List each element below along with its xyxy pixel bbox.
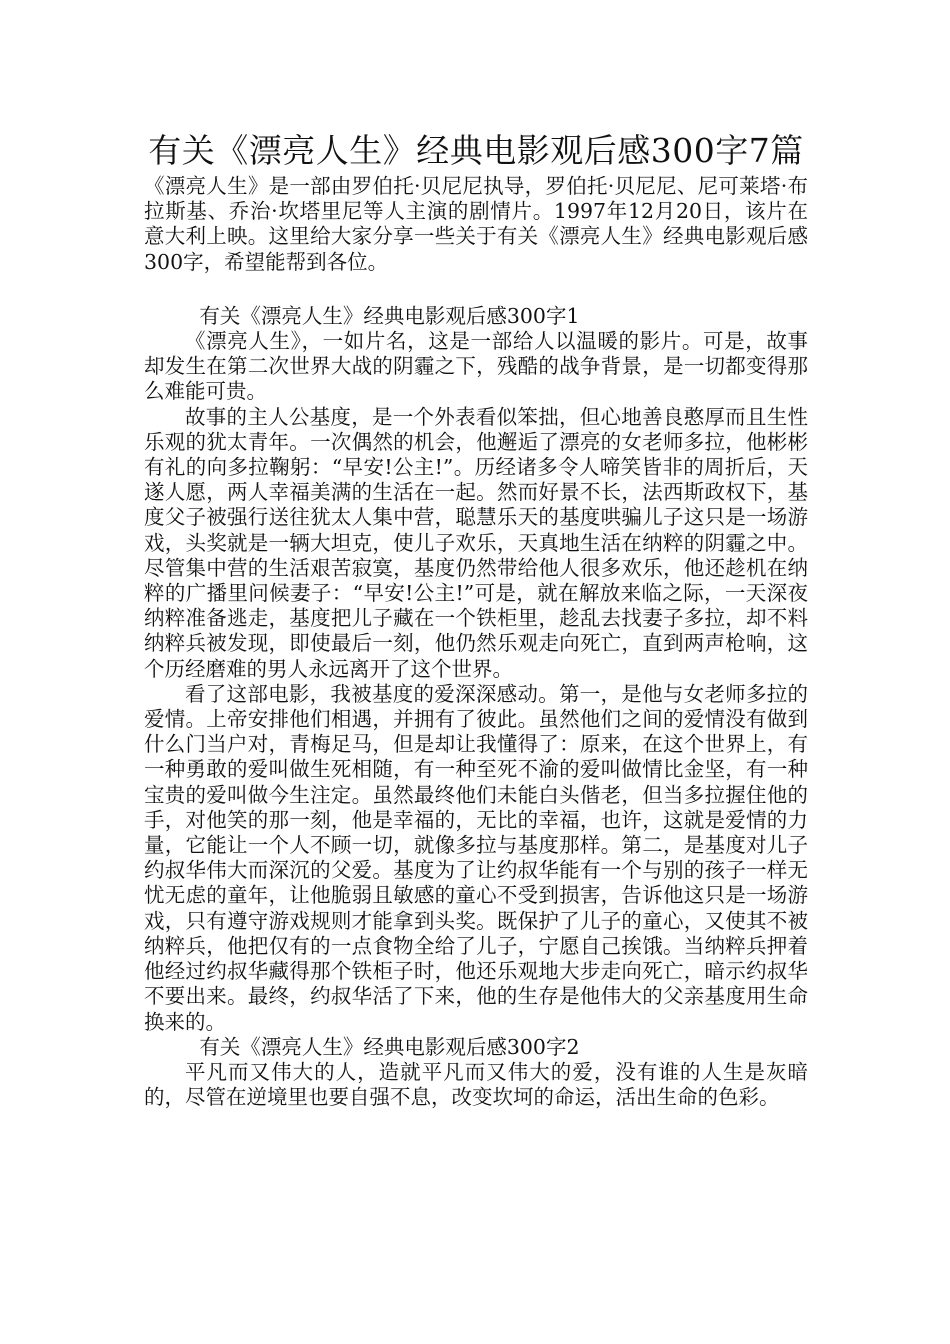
section-1-paragraph-1: 《漂亮人生》，一如片名，这是一部给人以温暖的影片。可是，故事却发生在第二次世界大战的阴霾之下，残酷的战争背景，是一切都变得那么难能可贵。: [144, 329, 808, 404]
section-heading-1: 有关《漂亮人生》经典电影观后感300字1: [199, 303, 580, 328]
document-title: 有关《漂亮人生》经典电影观后感300字7篇: [148, 131, 804, 170]
document-page: [144, 128, 808, 1110]
section-1-paragraph-3: 看了这部电影，我被基度的爱深深感动。第一，是他与女老师多拉的爱情。上帝安排他们相遇，并拥有了彼此。虽然他们之间的爱情没有做到什么门当户对，青梅足马，但是却让我懂得了：原来，在这个世界上，有一种勇敢的爱叫做生死相随，有一种至死不渝的爱叫做情比金坚，有一种宝贵的爱叫做今生注定。虽然最终他们未能白头偕老，但当多拉握住他的手，对他笑的那一刻，他是幸福的，无比的幸福，也许，这就是爱情的力量，它能让一个人不顾一切，就像多拉与基度那样。第二，是基度对儿子约叔华伟大而深沉的父爱。基度为了让约叔华能有一个与别的孩子一样无忧无虑的童年，让他脆弱且敏感的童心不受到损害，告诉他这只是一场游戏，只有遵守游戏规则才能拿到头奖。既保护了儿子的童心，又使其不被纳粹兵，他把仅有的一点食物全给了儿子，宁愿自己挨饿。当纳粹兵押着他经过约叔华藏得那个铁柜子时，他还乐观地大步走向死亡，暗示约叔华不要出来。最终，约叔华活了下来，他的生存是他伟大的父亲基度用生命换来的。: [144, 681, 808, 1034]
blank-line: [144, 275, 808, 304]
section-heading-2: 有关《漂亮人生》经典电影观后感300字2: [199, 1034, 580, 1059]
intro-paragraph: 《漂亮人生》是一部由罗伯托·贝尼尼执导，罗伯托·贝尼尼、尼可莱塔·布拉斯基、乔治·坎塔里尼等人主演的剧情片。1997年12月20日，该片在意大利上映。这里给大家分享一些关于有关《漂亮人生》经典电影观后感300字，希望能帮到各位。: [144, 174, 808, 274]
section-1-paragraph-2: 故事的主人公基度，是一个外表看似笨拙，但心地善良憨厚而且生性乐观的犹太青年。一次偶然的机会，他邂逅了漂亮的女老师多拉，他彬彬有礼的向多拉鞠躬：“早安!公主!”。历经诸多令人啼笑皆非的周折后，天遂人愿，两人幸福美满的生活在一起。然而好景不长，法西斯政权下，基度父子被强行送往犹太人集中营，聪慧乐天的基度哄骗儿子这只是一场游戏，头奖就是一辆大坦克，使儿子欢乐，天真地生活在纳粹的阴霾之中。尽管集中营的生活艰苦寂寞，基度仍然带给他人很多欢乐，他还趁机在纳粹的广播里问候妻子：“早安!公主!”可是，就在解放来临之际，一天深夜纳粹准备逃走，基度把儿子藏在一个铁柜里，趁乱去找妻子多拉，却不料纳粹兵被发现，即使最后一刻，他仍然乐观走向死亡，直到两声枪响，这个历经磨难的男人永远离开了这个世界。: [144, 404, 808, 681]
section-2-paragraph-1: 平凡而又伟大的人，造就平凡而又伟大的爱，没有谁的人生是灰暗的，尽管在逆境里也要自强不息，改变坎坷的命运，活出生命的色彩。: [144, 1059, 808, 1110]
